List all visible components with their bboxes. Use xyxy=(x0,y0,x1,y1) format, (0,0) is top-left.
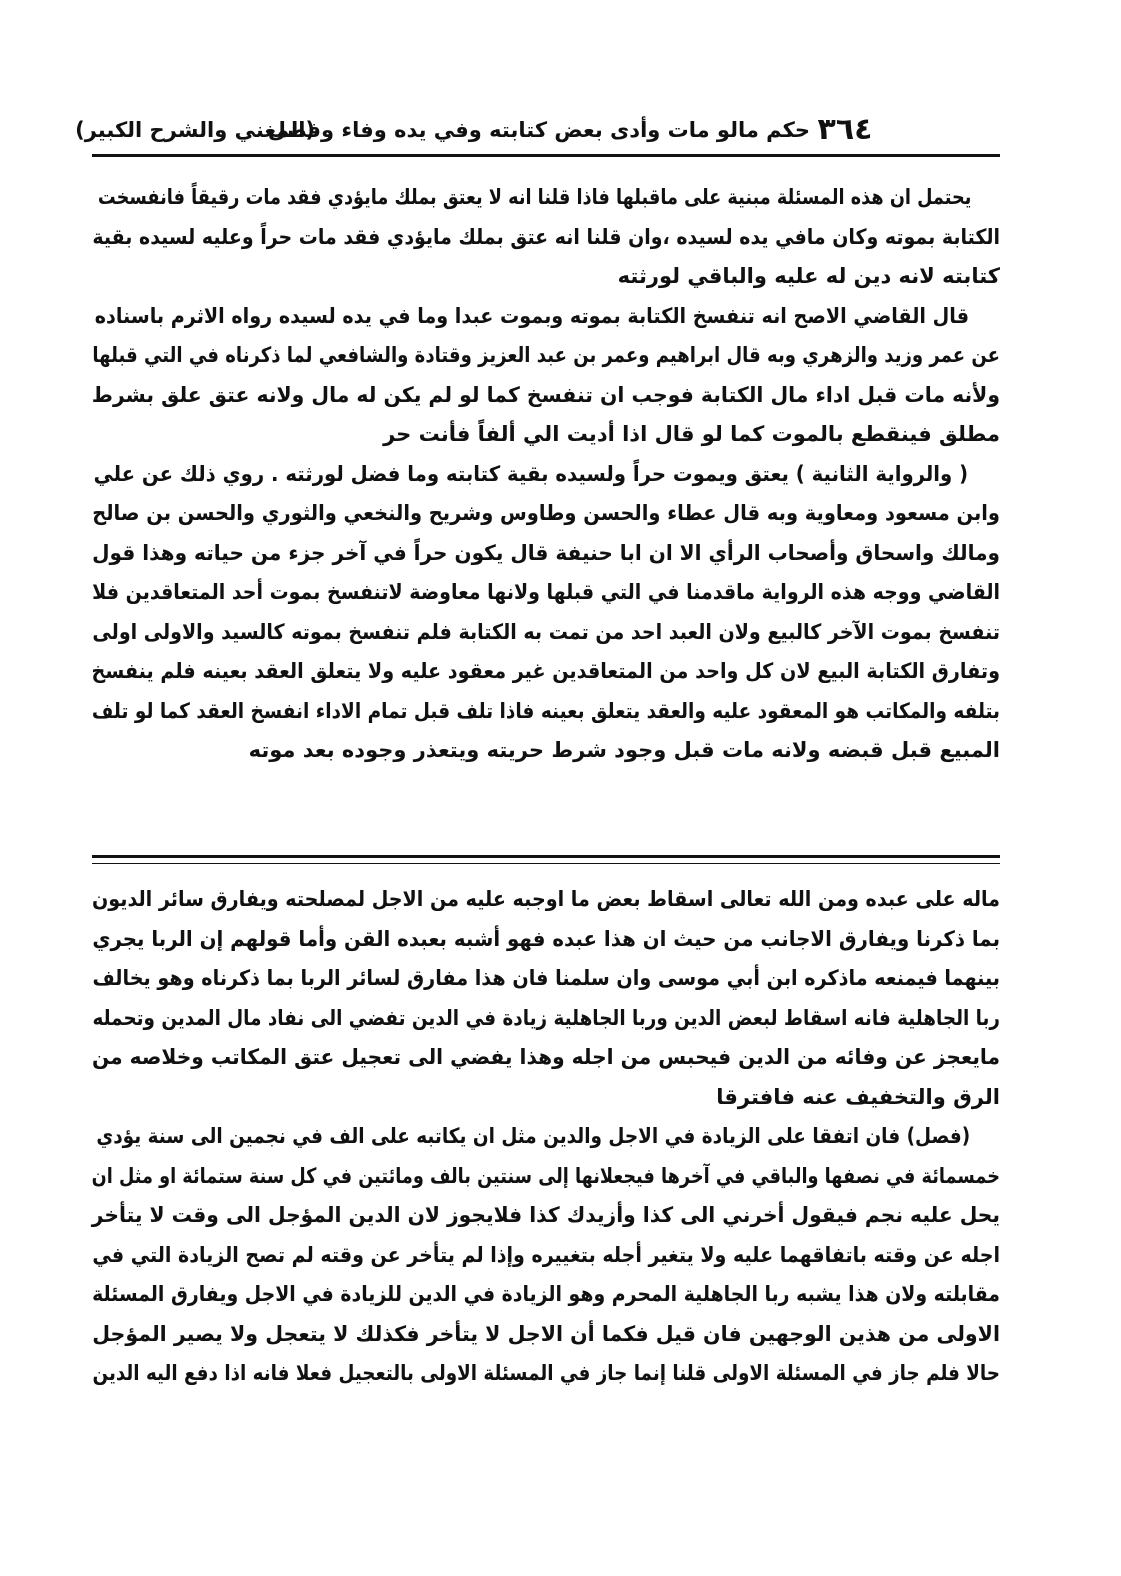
footnote-separator-thin xyxy=(92,863,1000,864)
paragraph xyxy=(92,880,1000,1117)
text-line: وتفارق الكتابة البيع لان كل واحد من المتعاقدين غير معقود عليه ولا يتعلق العقد بعينه فلم ينفسخ xyxy=(91,659,1000,683)
text-line: تنفسخ بموت الآخر كالبيع ولان العبد احد من تمت به الكتابة فلم تنفسخ بموته كالسيد والاولى اولى xyxy=(92,619,1000,644)
text-line: بينهما فيمنعه ماذكره ابن أبي موسى وان سلمنا فان هذا مفارق لسائر الربا بما ذكرناه وهو يخالف xyxy=(92,966,1001,990)
text-line: ربا الجاهلية فانه اسقاط لبعض الدين وربا الجاهلية زيادة في الدين تفضي الى نفاد مال المدين وتحمله xyxy=(92,1005,1000,1030)
text-line: مقابلته ولان هذا يشبه ربا الجاهلية المحرم وهو الزيادة في الدين للزيادة في الاجل ويفارق المسئلة xyxy=(92,1282,1000,1306)
text-line: ماله على عبده ومن الله تعالى اسقاط بعض ما اوجبه عليه من الاجل لمصلحته ويفارق سائر الديون xyxy=(91,887,1000,911)
text-line: عن عمر وزيد والزهري وبه قال ابراهيم وعمر بن عبد العزيز وقتادة والشافعي لما ذكرناه في التي قبلها xyxy=(92,343,1001,367)
text-line: وابن مسعود ومعاوية وبه قال عطاء والحسن وطاوس وشريح والنخعي والثوري والحسن بن صالح xyxy=(92,501,1000,525)
text-line: القاضي ووجه هذه الرواية ماقدمنا في التي قبلها ولانها معاوضة لاتنفسخ بموت أحد المتعاقدين فلا xyxy=(92,580,1000,604)
text-line: ولأنه مات قبل اداء مال الكتابة فوجب ان تنفسخ كما لو لم يكن له مال ولانه عتق علق بشرط xyxy=(91,382,1000,407)
text-line: المبيع قبل قبضه ولانه مات قبل وجود شرط حريته ويتعذر وجوده بعد موته xyxy=(248,738,1000,762)
text-line: خمسمائة في نصفها والباقي في آخرها فيجعلانها إلى سنتين بالف ومائتين في كل سنة ستمائة او مثل ان xyxy=(91,1163,1001,1188)
text-line: مايعجز عن وفائه من الدين فيحبس من اجله وهذا يفضي الى تعجيل عتق المكاتب وخلاصه من xyxy=(91,1045,1001,1069)
text-line: مطلق فينقطع بالموت كما لو قال اذا أديت الي ألفاً فأنت حر xyxy=(383,422,1000,446)
page-number: ٣٦٤ xyxy=(817,112,873,147)
text-line: (فصل) فان اتفقا على الزيادة في الاجل والدين مثل ان يكاتبه على الف في نجمين الى سنة يؤدي xyxy=(96,1124,971,1148)
commentary-text xyxy=(92,880,1000,1394)
text-line: ( والرواية الثانية ) يعتق ويموت حراً ولسيده بقية كتابته وما فضل لورثته . روي ذلك عن علي xyxy=(93,461,969,486)
text-line: يحتمل ان هذه المسئلة مبنية على ماقبلها فاذا قلنا انه لا يعتق بملك مايؤدي فقد مات رقيقاً فانفسخت xyxy=(97,185,972,209)
text-line: ومالك واسحاق وأصحاب الرأي الا ان ابا حنيفة قال يكون حراً في آخر جزء من حياته وهذا قول xyxy=(92,540,1000,565)
text-line: قال القاضي الاصح انه تنفسخ الكتابة بموته وبموت عبدا وما في يده لسيده رواه الاثرم باسناده xyxy=(94,303,969,328)
footnote-separator-thick xyxy=(92,855,1000,858)
text-line: الكتابة بموته وكان مافي يده لسيده ،وان قلنا انه عتق بملك مايؤدي فقد مات حراً وعليه لسيده بقية xyxy=(92,224,1000,249)
text-line: الرق والتخفيف عنه فافترقا xyxy=(716,1084,1000,1109)
paragraph xyxy=(92,1117,1000,1394)
text-line: يحل عليه نجم فيقول أخرني الى كذا وأزيدك كذا فلايجوز لان الدين المؤجل الى وقت لا يتأخر xyxy=(91,1203,1001,1227)
text-line: كتابته لانه دين له عليه والباقي لورثته xyxy=(617,264,1000,288)
paragraph xyxy=(92,455,1000,771)
header-rule xyxy=(92,154,1000,157)
text-line: بما ذكرنا ويفارق الاجانب من حيث ان هذا عبده فهو أشبه بعبده القن وأما قولهم إن الربا يجري xyxy=(92,926,1000,951)
text-line: حالا فلم جاز في المسئلة الاولى قلنا إنما جاز في المسئلة الاولى بالتعجيل فعلا فانه اذا دفع اليه الدين xyxy=(92,1361,1001,1385)
main-text xyxy=(92,178,1000,771)
paragraph xyxy=(92,178,1000,297)
paragraph xyxy=(92,297,1000,455)
text-line: الاولى من هذين الوجهين فان قيل فكما أن الاجل لا يتأخر فكذلك لا يتعجل ولا يصير المؤجل xyxy=(92,1321,1000,1346)
text-line: بتلفه والمكاتب هو المعقود عليه والعقد يتعلق بعينه فاذا تلف قبل تمام الاداء انفسخ العقد كما لو تلف xyxy=(91,698,1000,723)
running-title: حكم مالو مات وأدى بعض كتابته وفي يده وفاء وفضل xyxy=(267,118,810,142)
book-title: (المغني والشرح الكبير) xyxy=(75,118,315,142)
text-line: اجله عن وقته باتفاقهما عليه ولا يتغير أجله بتغييره وإذا لم يتأخر عن وقته لم تصح الزيادة التي في xyxy=(92,1242,1001,1267)
